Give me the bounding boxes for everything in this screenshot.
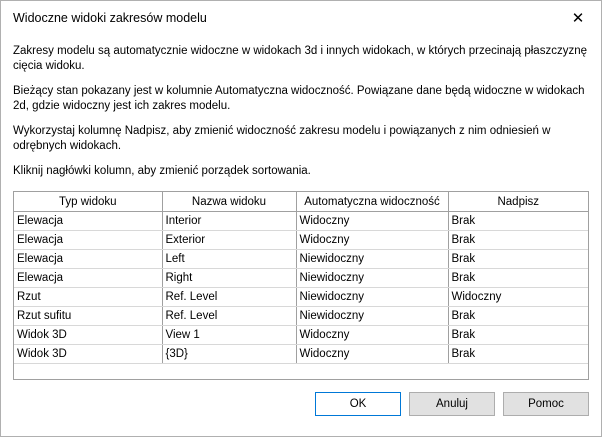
column-header-view-name[interactable]: Nazwa widoku — [162, 192, 296, 212]
cell-automatic-visibility: Widoczny — [296, 231, 448, 250]
dialog-footer — [1, 390, 601, 436]
description-paragraph-4: Kliknij nagłówki kolumn, aby zmienić porządek sortowania. — [13, 165, 311, 177]
cell-automatic-visibility: Niewidoczny — [296, 288, 448, 307]
cell-override[interactable]: Brak — [448, 231, 588, 250]
cell-view-name: {3D} — [162, 345, 296, 364]
table-row[interactable] — [14, 212, 588, 231]
cell-view-type: Elewacja — [14, 231, 162, 250]
cell-automatic-visibility: Widoczny — [296, 345, 448, 364]
cell-view-type: Elewacja — [14, 212, 162, 231]
title-bar — [1, 1, 601, 36]
table-row[interactable] — [14, 307, 588, 326]
cell-view-name: View 1 — [162, 326, 296, 345]
cell-override[interactable]: Brak — [448, 307, 588, 326]
table-header-row — [14, 192, 588, 212]
cell-automatic-visibility: Widoczny — [296, 212, 448, 231]
cell-view-type: Elewacja — [14, 250, 162, 269]
description-paragraph-3: Wykorzystaj kolumnę Nadpisz, aby zmienić widoczność zakresu modelu i powiązanych z nim odniesień w odrębnych widokach. — [13, 125, 551, 152]
cell-view-type: Rzut sufitu — [14, 307, 162, 326]
column-header-view-type[interactable]: Typ widoku — [14, 192, 162, 212]
cell-automatic-visibility: Niewidoczny — [296, 307, 448, 326]
cell-automatic-visibility: Niewidoczny — [296, 269, 448, 288]
column-header-automatic-visibility[interactable]: Automatyczna widoczność — [296, 192, 448, 212]
cell-view-name: Ref. Level — [162, 288, 296, 307]
cell-override[interactable]: Widoczny — [448, 288, 588, 307]
cell-override[interactable]: Brak — [448, 250, 588, 269]
ok-button[interactable]: OK — [315, 392, 401, 416]
cell-view-name: Exterior — [162, 231, 296, 250]
page-title: Widoczne widoki zakresów modelu — [13, 11, 207, 25]
cell-view-name: Ref. Level — [162, 307, 296, 326]
cell-automatic-visibility: Widoczny — [296, 326, 448, 345]
cell-override[interactable]: Brak — [448, 326, 588, 345]
cancel-button[interactable]: Anuluj — [409, 392, 495, 416]
column-header-override[interactable]: Nadpisz — [448, 192, 588, 212]
cell-view-name: Left — [162, 250, 296, 269]
views-table — [13, 191, 589, 380]
cell-override[interactable]: Brak — [448, 212, 588, 231]
table-row[interactable] — [14, 269, 588, 288]
dialog-content — [1, 36, 601, 390]
cell-view-type: Widok 3D — [14, 326, 162, 345]
cell-view-name: Interior — [162, 212, 296, 231]
description-paragraph-1: Zakresy modelu są automatycznie widoczne w widokach 3d i innych widokach, w których przecinają płaszczyznę cięcia widoku. — [13, 45, 587, 72]
table-row[interactable] — [14, 231, 588, 250]
cell-view-type: Widok 3D — [14, 345, 162, 364]
cell-view-type: Rzut — [14, 288, 162, 307]
close-icon[interactable]: ✕ — [571, 9, 585, 27]
table-row[interactable] — [14, 250, 588, 269]
cell-override[interactable]: Brak — [448, 269, 588, 288]
table-row[interactable] — [14, 326, 588, 345]
table-row[interactable] — [14, 345, 588, 364]
table-row[interactable] — [14, 288, 588, 307]
cell-automatic-visibility: Niewidoczny — [296, 250, 448, 269]
help-button[interactable]: Pomoc — [503, 392, 589, 416]
cell-view-type: Elewacja — [14, 269, 162, 288]
cell-override[interactable]: Brak — [448, 345, 588, 364]
cell-view-name: Right — [162, 269, 296, 288]
description-paragraph-2: Bieżący stan pokazany jest w kolumnie Automatyczna widoczność. Powiązane dane będą widoczne w widokach 2d, gdzie widoczny jest ich zakres modelu. — [13, 85, 585, 112]
